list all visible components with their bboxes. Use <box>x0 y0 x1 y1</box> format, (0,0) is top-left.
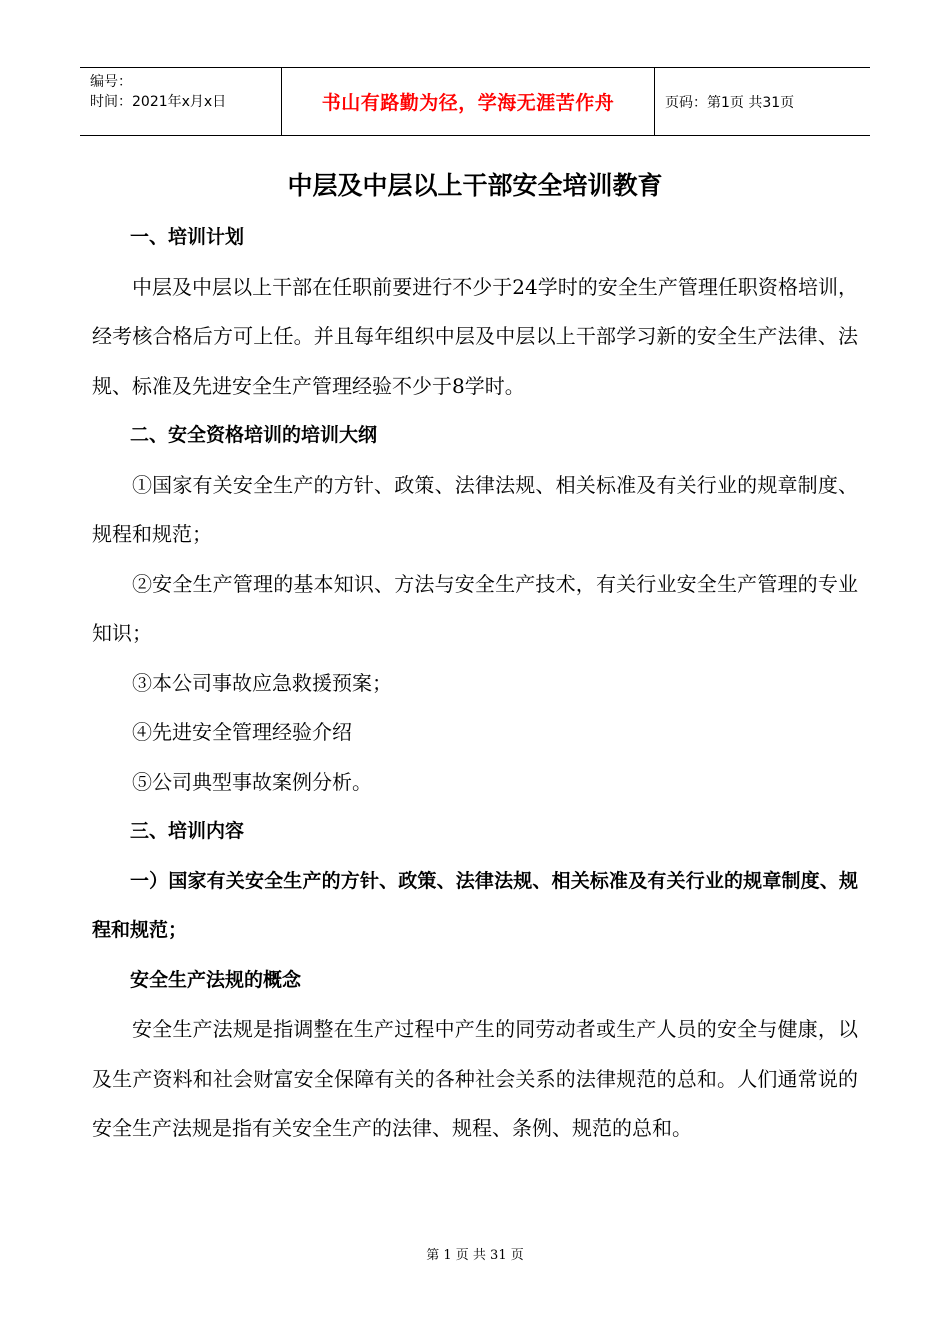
section-heading: 一）国家有关安全生产的方针、政策、法律法规、相关标准及有关行业的规章制度、规程和规范； <box>92 869 858 941</box>
section-heading: 二、安全资格培训的培训大纲 <box>130 424 378 446</box>
header-motto-cell <box>281 68 655 135</box>
body-paragraph: ⑤公司典型事故案例分析。 <box>132 769 372 794</box>
page-footer: 第 1 页 共 31 页 <box>426 1248 524 1263</box>
body-paragraph: 安全生产法规是指调整在生产过程中产生的同劳动者或生产人员的安全与健康，以及生产资料和社会财富安全保障有关的各种社会关系的法律规范的总和。人们通常说的安全生产法规是指有关安全生产的法律、规程、条例、规范的总和。 <box>92 1017 858 1140</box>
document-header <box>80 67 870 136</box>
document-title: 中层及中层以上干部安全培训教育 <box>287 171 663 200</box>
body-paragraph: ②安全生产管理的基本知识、方法与安全生产技术，有关行业安全生产管理的专业知识； <box>92 571 858 645</box>
page-info-text: 页码：第1页 共31页 <box>665 94 795 111</box>
header-page-info <box>655 68 870 135</box>
body-paragraph: ④先进安全管理经验介绍 <box>132 720 352 744</box>
body-paragraph: 中层及中层以上干部在任职前要进行不少于24学时的安全生产管理任职资格培训，经考核合格后方可上任。并且每年组织中层及中层以上干部学习新的安全生产法律、法规、标准及先进安全生产管理经验不少于8学时。 <box>92 274 858 398</box>
header-meta <box>80 68 281 135</box>
section-heading: 一、培训计划 <box>130 226 245 248</box>
time-label: 时间：2021年x月x日 <box>90 94 227 110</box>
motto-text: 书山有路勤为径，学海无涯苦作舟 <box>321 92 615 114</box>
body-paragraph: ③本公司事故应急救援预案； <box>132 670 392 695</box>
number-label: 编号： <box>90 74 132 90</box>
document-body <box>92 213 858 1154</box>
body-paragraph: ①国家有关安全生产的方针、政策、法律法规、相关标准及有关行业的规章制度、规程和规范； <box>92 472 858 546</box>
section-heading: 安全生产法规的概念 <box>130 968 302 991</box>
section-heading: 三、培训内容 <box>130 820 245 842</box>
